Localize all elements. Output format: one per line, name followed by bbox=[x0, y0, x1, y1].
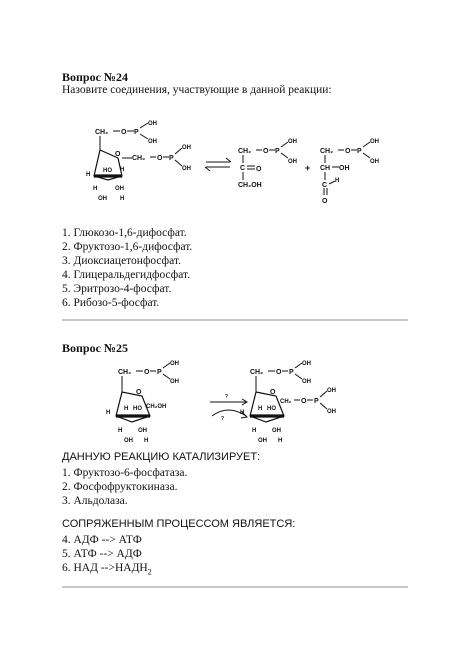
bond bbox=[320, 403, 327, 409]
o-label: O bbox=[144, 369, 150, 376]
q24-prompt: Назовите соединения, участвующие в данной реакции: bbox=[62, 84, 332, 96]
enzyme-mark: ? bbox=[225, 394, 229, 400]
enzyme-mark: ? bbox=[221, 416, 225, 422]
oh-label: OH bbox=[98, 196, 107, 202]
fructose-6-phosphate-structure bbox=[106, 361, 179, 444]
q25-option-4[interactable]: 4. АДФ --> АТФ bbox=[62, 534, 142, 546]
h-label: H bbox=[106, 410, 111, 416]
ch2-label: CH₂ bbox=[238, 148, 252, 155]
q24-option-3[interactable]: 3. Диоксиацетонфосфат. bbox=[62, 255, 181, 267]
p-label: P bbox=[134, 129, 139, 136]
oh-label: OH bbox=[258, 438, 267, 444]
bond bbox=[281, 142, 288, 147]
c-label: C bbox=[240, 165, 246, 172]
q25-enzyme-heading: ДАННУЮ РЕАКЦИЮ КАТАЛИЗИРУЕТ: bbox=[62, 451, 261, 463]
ho-label: HO bbox=[133, 406, 142, 412]
h-label: H bbox=[93, 186, 98, 192]
p-label: P bbox=[169, 155, 174, 162]
q25-coupled-options bbox=[62, 533, 152, 579]
divider bbox=[62, 319, 408, 321]
oh-label: OH bbox=[288, 159, 297, 165]
q25-reaction-scheme bbox=[100, 356, 370, 446]
q25-option-6-subscript: 2 bbox=[147, 567, 152, 577]
p-label: P bbox=[357, 148, 362, 155]
oh-label: OH bbox=[370, 159, 379, 165]
q24-reaction-scheme bbox=[80, 118, 400, 210]
h-label: H bbox=[144, 438, 149, 444]
h-label: H bbox=[240, 410, 245, 416]
oh-label: OH bbox=[170, 379, 179, 385]
o-label: O bbox=[157, 155, 163, 162]
h-label: H bbox=[335, 178, 340, 184]
o-label: O bbox=[256, 166, 262, 173]
bond bbox=[163, 363, 170, 368]
q25-option-6-text: 6. НАД -->НАДН bbox=[62, 562, 148, 574]
q24-option-5[interactable]: 5. Эритрозо-4-фосфат. bbox=[62, 283, 172, 295]
ho-label: HO bbox=[267, 406, 276, 412]
q25-coupled-heading: СОПРЯЖЕННЫМ ПРОЦЕССОМ ЯВЛЯЕТСЯ: bbox=[62, 518, 296, 530]
ch2-label: CH₂ bbox=[320, 148, 334, 155]
bond bbox=[363, 142, 370, 147]
dhap-structure bbox=[238, 139, 297, 189]
oh-label: OH bbox=[339, 165, 350, 172]
ch2oh-label: CH₂OH bbox=[146, 404, 167, 410]
oh-label: OH bbox=[138, 428, 147, 434]
p-label: P bbox=[289, 369, 294, 376]
oh-label: OH bbox=[272, 428, 281, 434]
oh-label: OH bbox=[370, 139, 379, 145]
oh-label: OH bbox=[170, 361, 179, 367]
ch-label: CH bbox=[320, 165, 331, 172]
oh-label: OH bbox=[115, 186, 124, 192]
oh-label: OH bbox=[288, 139, 297, 145]
q25-option-5[interactable]: 5. АТФ --> АДФ bbox=[62, 548, 142, 560]
c-label: C bbox=[322, 182, 328, 189]
bond bbox=[175, 148, 182, 154]
plus-sign: + bbox=[305, 163, 311, 173]
q24-title: Вопрос №24 bbox=[62, 70, 128, 84]
divider bbox=[62, 586, 408, 588]
oh-label: OH bbox=[327, 388, 336, 394]
oh-label: OH bbox=[302, 361, 311, 367]
q25-option-3[interactable]: 3. Альдолаза. bbox=[62, 495, 128, 507]
bond bbox=[175, 160, 182, 166]
ring-o-label: O bbox=[115, 151, 121, 158]
ch2oh-label: CH₂OH bbox=[238, 182, 262, 189]
h-label: H bbox=[258, 406, 263, 412]
ho-label: HO bbox=[103, 168, 112, 174]
h-label: H bbox=[118, 428, 123, 434]
o-label: O bbox=[276, 369, 282, 376]
p-label: P bbox=[275, 148, 280, 155]
oh-label: OH bbox=[182, 145, 191, 151]
q25-enzyme-options bbox=[62, 466, 187, 508]
ring-o-label: O bbox=[136, 389, 142, 396]
o-label: O bbox=[322, 198, 328, 205]
q24-option-6[interactable]: 6. Рибозо-5-фосфат. bbox=[62, 297, 160, 309]
o-label: O bbox=[301, 398, 307, 405]
ring-o-label: O bbox=[270, 389, 276, 396]
ch2-label: CH₂ bbox=[132, 155, 146, 162]
q24-option-4[interactable]: 4. Глицеральдегидфосфат. bbox=[62, 269, 191, 281]
p-label: P bbox=[157, 369, 162, 376]
bond bbox=[281, 153, 288, 158]
ch2-label: CH₂ bbox=[95, 129, 109, 136]
bond bbox=[363, 153, 370, 158]
oh-label: OH bbox=[182, 166, 191, 172]
q25-option-2[interactable]: 2. Фосфофруктокиназа. bbox=[62, 481, 178, 493]
g3p-structure bbox=[320, 139, 379, 205]
q24-option-1[interactable]: 1. Глюкозо-1,6-дифосфат. bbox=[62, 227, 187, 239]
p-label: P bbox=[314, 398, 319, 405]
bond bbox=[140, 123, 148, 128]
h-label: H bbox=[120, 167, 125, 173]
bond bbox=[140, 134, 148, 139]
oh-label: OH bbox=[327, 409, 336, 415]
oh-label: OH bbox=[148, 139, 157, 145]
q24-option-2[interactable]: 2. Фруктозо-1,6-дифосфат. bbox=[62, 241, 193, 253]
q25-option-1[interactable]: 1. Фруктозо-6-фосфатаза. bbox=[62, 467, 188, 479]
ch2-label: CH₂ bbox=[250, 369, 264, 376]
fructose-bisphosphate-structure bbox=[86, 121, 191, 202]
h-label: H bbox=[252, 428, 257, 434]
h-label: H bbox=[278, 438, 283, 444]
o-label: O bbox=[121, 129, 127, 136]
oh-label: OH bbox=[302, 379, 311, 385]
bond bbox=[295, 374, 302, 379]
oh-label: OH bbox=[148, 121, 157, 127]
fructose-bisphosphate-structure bbox=[240, 361, 336, 444]
ch2-label: CH₂ bbox=[118, 369, 132, 376]
q24-options bbox=[62, 226, 192, 310]
bond bbox=[295, 363, 302, 368]
ch2-label: CH₂ bbox=[280, 399, 292, 405]
bond bbox=[163, 374, 170, 379]
o-label: O bbox=[263, 148, 269, 155]
h-label: H bbox=[86, 172, 91, 178]
oh-label: OH bbox=[124, 438, 133, 444]
h-label: H bbox=[120, 196, 125, 202]
bond bbox=[320, 391, 327, 397]
equilibrium-arrow-icon bbox=[205, 158, 231, 171]
h-label: H bbox=[124, 406, 129, 412]
q25-option-6[interactable] bbox=[62, 561, 152, 579]
o-label: O bbox=[345, 148, 351, 155]
reaction-arrow-icon bbox=[210, 394, 247, 405]
q25-title: Вопрос №25 bbox=[62, 341, 128, 355]
